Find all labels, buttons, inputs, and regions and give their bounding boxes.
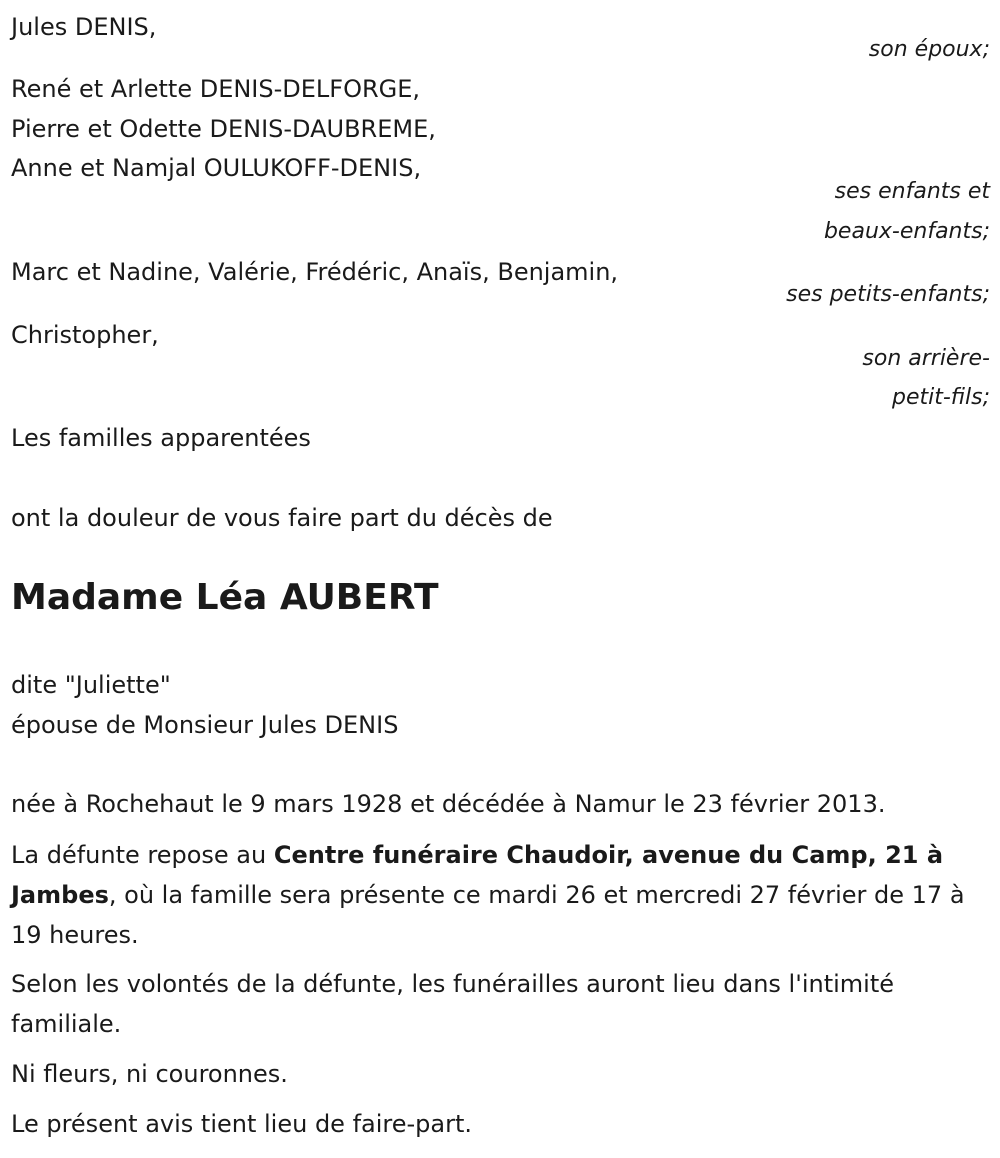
children-role-line2: beaux-enfants; — [823, 219, 990, 244]
great-grandchild-role-line1: son arrière- — [862, 346, 990, 371]
child-couple-2: Pierre et Odette DENIS-DAUBREME, — [11, 115, 436, 143]
child-couple-3: Anne et Namjal OULUKOFF-DENIS, — [11, 154, 422, 182]
great-grandchild-name: Christopher, — [11, 321, 159, 349]
husband-role: son époux; — [868, 37, 990, 62]
great-grandchild-role-line2: petit-fils; — [891, 385, 990, 410]
grandchildren-role: ses petits-enfants; — [786, 282, 990, 307]
children-role-line1: ses enfants et — [834, 179, 990, 204]
repose-paragraph — [11, 835, 991, 955]
funeral-paragraph: Selon les volontés de la défunte, les funérailles auront lieu dans l'intimité familiale. — [11, 970, 894, 1038]
grandchildren-names: Marc et Nadine, Valérie, Frédéric, Anaïs, Benjamin, — [11, 258, 619, 286]
repose-location: Centre funéraire Chaudoir, avenue du Camp, 21 à Jambes — [11, 841, 944, 909]
related-families: Les familles apparentées — [11, 424, 311, 452]
repose-prefix: La défunte repose au — [11, 841, 274, 869]
child-couple-1: René et Arlette DENIS-DELFORGE, — [11, 75, 421, 103]
repose-suffix: , où la famille sera présente ce mardi 26 et mercredi 27 février de 17 à 19 heures. — [11, 881, 965, 949]
announcement-text: ont la douleur de vous faire part du décès de — [11, 504, 553, 532]
deceased-name: Madame Léa AUBERT — [11, 577, 439, 618]
flowers-line: Ni fleurs, ni couronnes. — [11, 1060, 288, 1088]
deceased-spouse: épouse de Monsieur Jules DENIS — [11, 711, 399, 739]
husband-name: Jules DENIS, — [11, 13, 157, 41]
deceased-nickname: dite "Juliette" — [11, 671, 171, 699]
birth-death-line: née à Rochehaut le 9 mars 1928 et décédée à Namur le 23 février 2013. — [11, 790, 886, 818]
notice-line: Le présent avis tient lieu de faire-part. — [11, 1110, 473, 1138]
